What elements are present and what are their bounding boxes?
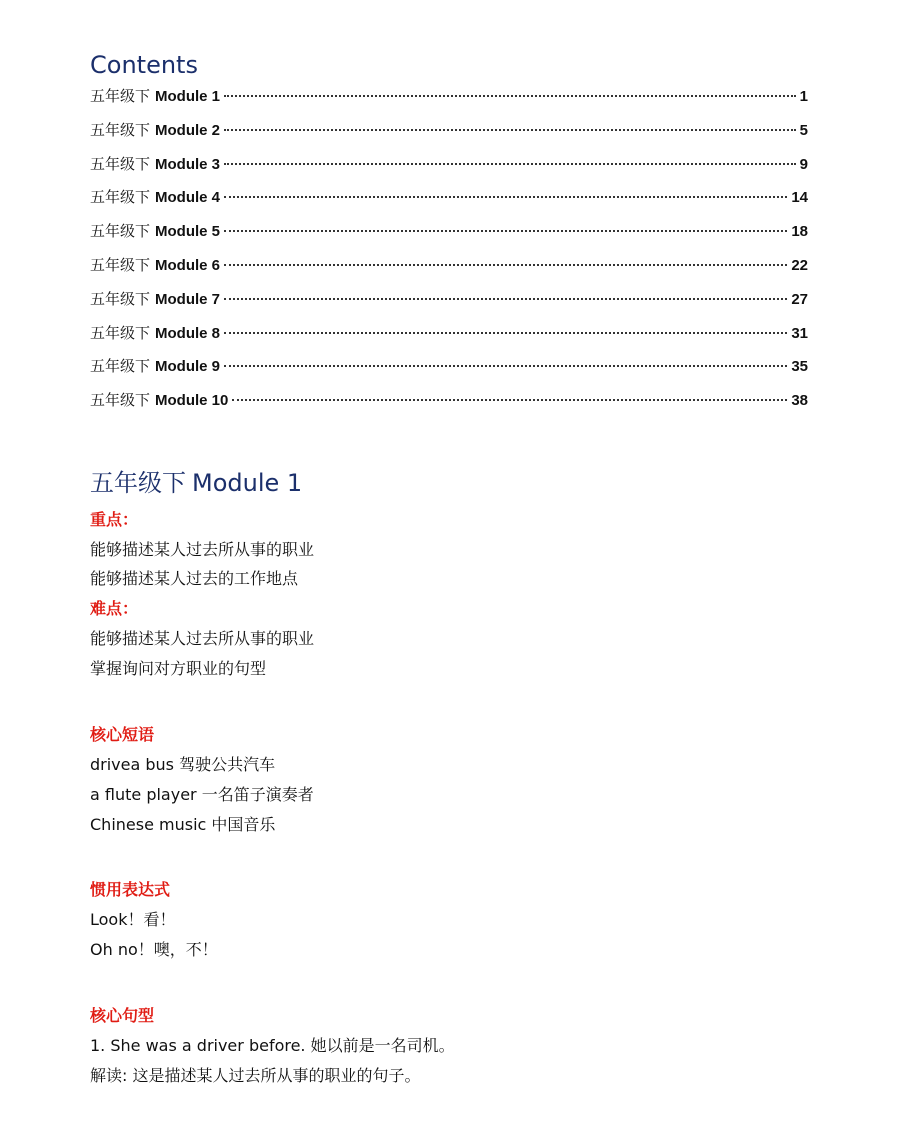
toc-entry-prefix: 五年级下 [90,188,151,207]
toc-entry-page: 14 [791,189,808,207]
toc-entry-module: Module 3 [155,155,221,173]
core-sentence-line: 解读: 这是描述某人过去所从事的职业的句子。 [90,1066,421,1085]
toc-entry-module: Module 4 [155,189,221,207]
contents-heading: Contents [90,51,198,79]
difficulty-line: 能够描述某人过去所从事的职业 [90,629,315,648]
toc-entry[interactable] [90,354,808,388]
toc-dot-leader [224,95,796,97]
toc-dot-leader [224,129,796,131]
toc-entry-module: Module 7 [155,290,221,308]
core-sentences-label: 核心句型 [90,1006,155,1025]
toc-entry-page: 18 [791,223,808,241]
expression-line: Oh no！噢，不！ [90,940,218,959]
toc-entry-module: Module 2 [155,121,221,139]
toc-dot-leader [224,365,787,367]
toc-entry-prefix: 五年级下 [90,255,151,274]
toc-entry-module: Module 1 [155,88,221,105]
toc-dot-leader [224,196,787,198]
toc-entry-prefix: 五年级下 [90,323,151,342]
toc-entry-prefix: 五年级下 [90,87,151,105]
core-phrase-line: a flute player 一名笛子演奏者 [90,785,314,804]
toc-entry-prefix: 五年级下 [90,154,151,173]
difficulty-line: 掌握询问对方职业的句型 [90,659,267,678]
toc-entry-module: Module 5 [155,223,221,241]
core-phrases-label: 核心短语 [90,725,155,744]
toc-dot-leader [224,163,796,165]
toc-entry-page: 5 [799,121,808,139]
module-heading [90,466,302,500]
core-sentence-line: 1. She was a driver before. 她以前是一名司机。 [90,1036,455,1055]
toc-entry-module: Module 8 [155,324,221,342]
toc-entry-page: 27 [791,290,808,308]
toc-entry-prefix: 五年级下 [90,120,151,139]
expression-line: Look！看！ [90,910,176,929]
toc-entry[interactable] [90,388,808,422]
toc-entry-page: 22 [791,256,808,274]
toc-entry[interactable] [90,219,808,253]
toc-entry-page: 1 [799,88,808,105]
toc-entry-page: 9 [799,155,808,173]
toc-entry-page: 35 [791,358,808,376]
toc-entry-page: 38 [791,392,808,410]
toc-entry-prefix: 五年级下 [90,289,151,308]
toc-list [90,84,808,422]
toc-entry[interactable] [90,321,808,355]
toc-entry[interactable] [90,152,808,186]
toc-dot-leader [224,230,787,232]
expressions-label: 惯用表达式 [90,880,171,899]
toc-dot-leader [224,298,787,300]
toc-entry-module: Module 10 [155,392,229,410]
toc-entry-module: Module 6 [155,256,221,274]
toc-entry[interactable] [90,253,808,287]
toc-entry[interactable] [90,185,808,219]
module-heading-grade: 五年级下 [90,469,186,497]
toc-entry-page: 31 [791,324,808,342]
toc-entry-prefix: 五年级下 [90,391,151,410]
core-phrase-line: drivea bus 驾驶公共汽车 [90,755,276,774]
toc-dot-leader [224,264,787,266]
difficulties-label: 难点： [90,599,139,618]
toc-entry[interactable] [90,118,808,152]
toc-entry-prefix: 五年级下 [90,357,151,376]
toc-entry-prefix: 五年级下 [90,222,151,241]
toc-entry[interactable] [90,84,808,118]
toc-dot-leader [232,399,787,401]
key-point-line: 能够描述某人过去的工作地点 [90,569,299,588]
key-points-label: 重点： [90,510,139,529]
key-point-line: 能够描述某人过去所从事的职业 [90,540,315,559]
toc-dot-leader [224,332,787,334]
toc-entry[interactable] [90,287,808,321]
core-phrase-line: Chinese music 中国音乐 [90,815,276,834]
toc-entry-module: Module 9 [155,358,221,376]
module-heading-module: Module 1 [192,469,303,497]
